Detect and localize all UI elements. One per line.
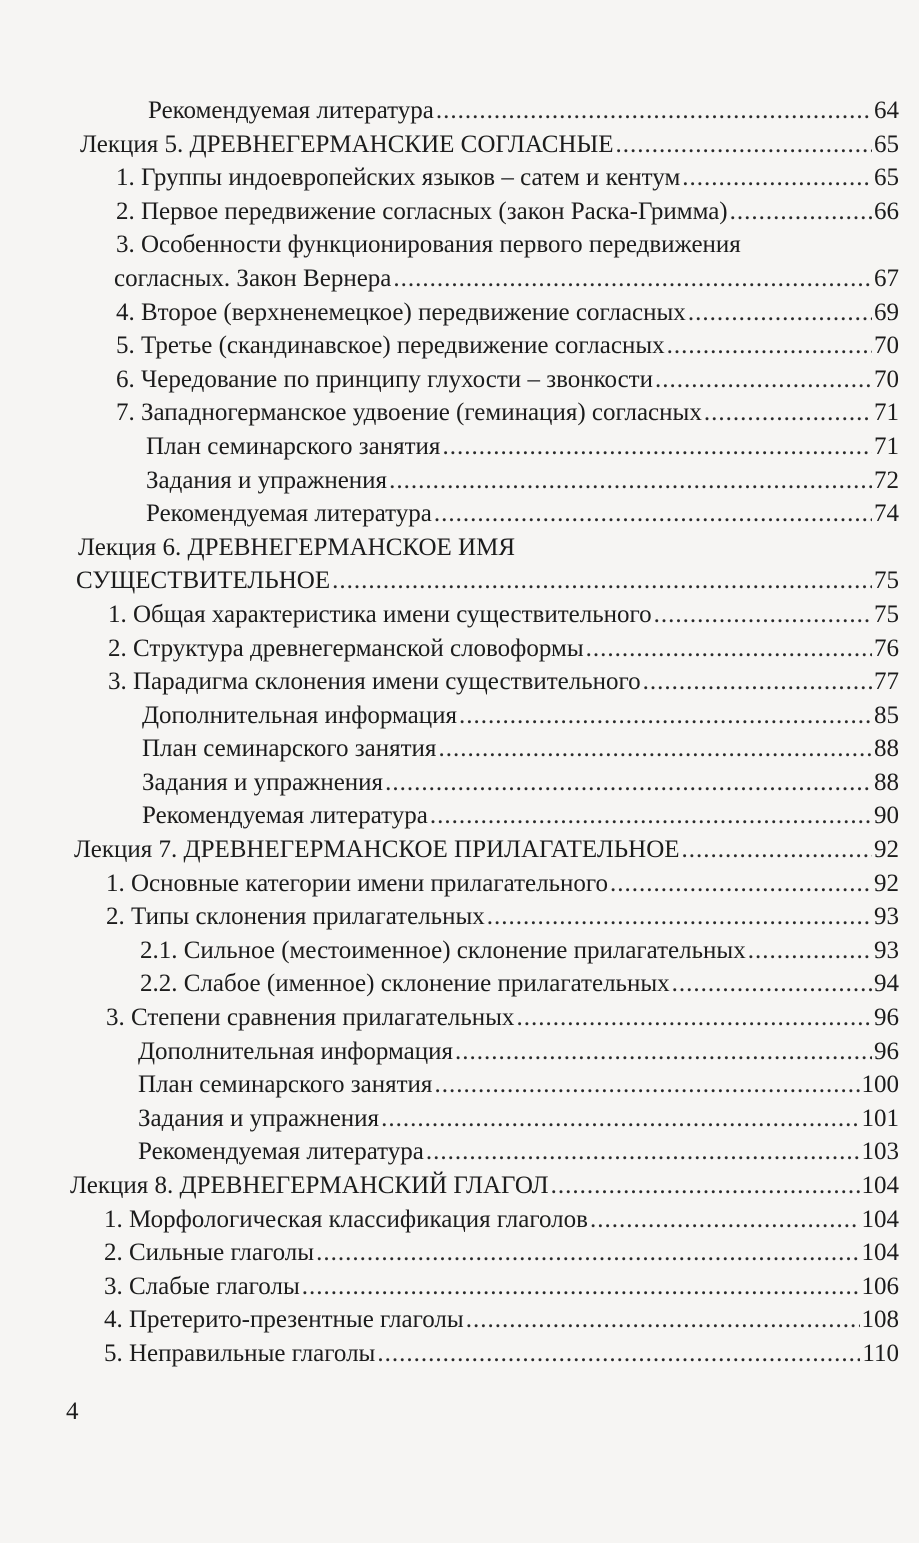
toc-entry-title: Задания и упражнения [142,768,384,796]
toc-entry-title: 3. Слабые глаголы [104,1272,300,1300]
toc-dot-leader [466,1303,860,1337]
toc-dot-leader [616,128,872,162]
toc-entry-title: 2.1. Сильное (местоименное) склонение прилагательных [140,936,746,964]
toc-entry-page: 92 [874,836,899,864]
toc-entry [0,564,899,598]
toc-dot-leader [434,1068,859,1102]
toc-entry-page: 67 [874,264,899,292]
toc-entry [0,329,899,363]
toc-dot-leader [688,296,872,330]
toc-entry-title: 1. Группы индоевропейских языков – сатем и кентум [116,164,681,192]
toc-entry-page: 106 [861,1272,899,1300]
toc-entry [0,867,899,901]
toc-dot-leader [682,161,872,195]
toc-entry-page: 104 [861,1239,899,1267]
toc-dot-leader [302,1270,860,1304]
toc-entry-title: 7. Западногерманское удвоение (геминация) согласных [116,399,702,427]
toc-entry-page: 96 [874,1004,899,1032]
toc-entry-page: 65 [874,130,899,158]
toc-entry-page: 96 [874,1037,899,1065]
toc-dot-leader [586,632,872,666]
toc-entry [0,1270,899,1304]
toc-entry-title: 2.2. Слабое (именное) склонение прилагательных [140,970,670,998]
toc-entry-page: 65 [874,164,899,192]
toc-entry-page: 108 [861,1306,899,1334]
toc-entry [0,464,899,498]
toc-dot-leader [655,363,872,397]
toc-entry-title: 3. Особенности функционирования первого передвижения [116,231,741,259]
toc-dot-leader [459,699,872,733]
toc-entry [0,262,899,296]
toc-entry [0,296,899,330]
toc-entry [0,1102,899,1136]
toc-dot-leader [442,430,872,464]
toc-entry [0,766,899,800]
toc-entry [0,497,899,531]
toc-entry-page: 104 [861,1172,899,1199]
toc-dot-leader [487,900,872,934]
toc-entry [0,363,899,397]
toc-entry-page: 88 [874,735,899,763]
toc-entry-page: 77 [874,668,899,696]
toc-dot-leader [704,396,872,430]
toc-entry [0,1001,899,1035]
toc-entry [0,161,899,195]
toc-entry-title: 1. Морфологическая классификация глаголов [104,1205,588,1233]
toc-entry [0,699,899,733]
toc-entry-page: 75 [874,567,899,595]
toc-entry-title: 4. Второе (верхненемецкое) передвижение согласных [116,298,686,326]
toc-dot-leader [551,1169,860,1203]
toc-entry [0,94,899,128]
toc-entry-page: 76 [874,634,899,662]
toc-entry [0,430,899,464]
toc-dot-leader [682,833,872,867]
toc-dot-leader [643,665,872,699]
toc-entry-title: 1. Основные категории имени прилагательного [106,869,608,897]
toc-entry [0,598,899,632]
toc-dot-leader [438,732,872,766]
toc-entry-title: согласных. Закон Вернера [114,264,392,292]
toc-dot-leader [385,766,872,800]
toc-entry [0,1236,899,1270]
toc-dot-leader [610,867,872,901]
toc-dot-leader [377,1337,860,1371]
toc-entry-title: СУЩЕСТВИТЕЛЬНОЕ [76,567,331,595]
toc-entry-page: 93 [874,936,899,964]
toc-entry-title: 3. Парадигма склонения имени существительного [108,668,641,696]
toc-dot-leader [436,94,872,128]
toc-entry [0,665,899,699]
toc-entry-page: 70 [874,365,899,393]
toc-entry-title: 3. Степени сравнения прилагательных [106,1004,515,1032]
table-of-contents [0,94,919,1371]
toc-entry [0,1303,899,1337]
toc-dot-leader [430,799,872,833]
toc-entry [0,833,899,867]
toc-entry [0,396,899,430]
toc-entry-page: 66 [874,197,899,225]
toc-dot-leader [730,195,872,229]
toc-entry-page: 85 [874,701,899,729]
toc-entry-title: Лекция 6. ДРЕВНЕГЕРМАНСКОЕ ИМЯ [78,533,515,561]
toc-entry-page: 110 [862,1339,899,1367]
toc-entry [0,531,919,565]
toc-entry-page: 103 [861,1138,899,1166]
toc-entry-page: 88 [874,768,899,796]
toc-entry-title: 4. Претерито-презентные глаголы [104,1306,464,1334]
toc-entry-title: 5. Третье (скандинавское) передвижение согласных [116,332,665,360]
toc-entry-title: 2. Сильные глаголы [104,1239,315,1267]
toc-entry-title: 1. Общая характеристика имени существительного [108,600,652,628]
page-number: 4 [66,1398,79,1425]
toc-entry-title: 5. Неправильные глаголы [104,1339,376,1367]
toc-entry [0,195,899,229]
toc-dot-leader [667,329,872,363]
toc-dot-leader [590,1203,860,1237]
toc-entry [0,934,899,968]
toc-entry-page: 94 [874,970,899,998]
toc-dot-leader [426,1135,860,1169]
toc-entry-title: План семинарского занятия [146,432,441,460]
toc-entry [0,732,899,766]
toc-dot-leader [748,934,872,968]
toc-entry-title: 2. Типы склонения прилагательных [106,903,485,931]
toc-entry-title: Дополнительная информация [142,701,458,729]
toc-entry-page: 71 [874,399,899,427]
toc-entry [0,1169,899,1203]
toc-entry-page: 70 [874,332,899,360]
toc-entry-page: 100 [861,1071,899,1099]
toc-entry-title: Рекомендуемая литература [142,802,428,830]
toc-dot-leader [381,1102,859,1136]
toc-entry-title: Дополнительная информация [138,1037,454,1065]
toc-entry [0,228,919,262]
toc-entry-title: 6. Чередование по принципу глухости – звонкости [116,365,653,393]
toc-entry [0,1337,899,1371]
toc-dot-leader [316,1236,859,1270]
toc-dot-leader [389,464,872,498]
toc-entry-title: 2. Первое передвижение согласных (закон Раска-Гримма) [116,197,728,225]
toc-entry-page: 90 [874,802,899,830]
toc-entry-title: 2. Структура древнегерманской словоформы [108,634,584,662]
toc-dot-leader [516,1001,872,1035]
toc-entry [0,1135,899,1169]
toc-entry-page: 71 [874,432,899,460]
toc-dot-leader [332,564,872,598]
toc-entry-page: 104 [861,1205,899,1233]
toc-entry-page: 74 [874,500,899,528]
toc-entry-title: Лекция 5. ДРЕВНЕГЕРМАНСКИЕ СОГЛАСНЫЕ [80,130,614,158]
toc-entry [0,1068,899,1102]
toc-entry-page: 101 [861,1104,899,1132]
toc-entry-title: План семинарского занятия [138,1071,433,1099]
toc-dot-leader [672,967,872,1001]
toc-entry-title: Задания и упражнения [138,1104,380,1132]
toc-entry-title: План семинарского занятия [142,735,437,763]
toc-dot-leader [434,497,872,531]
toc-dot-leader [455,1035,872,1069]
toc-entry [0,1035,899,1069]
toc-entry-title: Лекция 8. ДРЕВНЕГЕРМАНСКИЙ ГЛАГОЛ [70,1172,549,1199]
toc-entry-title: Лекция 7. ДРЕВНЕГЕРМАНСКОЕ ПРИЛАГАТЕЛЬНОЕ [74,836,680,864]
toc-entry [0,1203,899,1237]
toc-entry-page: 72 [874,466,899,494]
toc-entry-page: 64 [874,97,899,124]
toc-entry-title: Рекомендуемая литература [146,500,432,528]
toc-entry [0,900,899,934]
toc-entry-title: Рекомендуемая литература [138,1138,424,1166]
toc-entry [0,799,899,833]
toc-entry-title: Рекомендуемая литература [148,97,434,124]
toc-entry [0,632,899,666]
toc-entry-page: 93 [874,903,899,931]
toc-entry [0,128,899,162]
toc-entry-title: Задания и упражнения [146,466,388,494]
toc-entry-page: 75 [874,600,899,628]
toc-entry [0,967,899,1001]
toc-dot-leader [393,262,872,296]
toc-dot-leader [654,598,872,632]
toc-entry-page: 69 [874,298,899,326]
toc-entry-page: 92 [874,869,899,897]
